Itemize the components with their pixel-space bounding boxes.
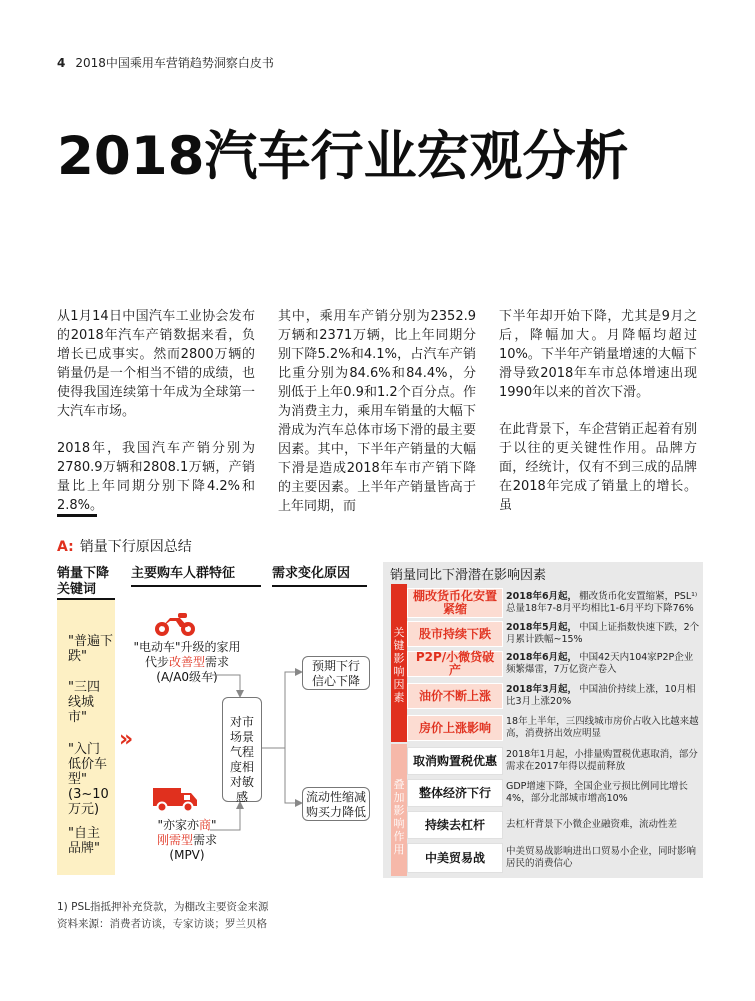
col-head-demand: 需求变化原因: [272, 566, 351, 581]
keyword-2: "三四线城市": [68, 680, 100, 725]
paragraph: 2018年，我国汽车产销分别为2780.9万辆和2808.1万辆，产销量比上年同期分别下降4.2%和2.8%。: [57, 441, 255, 513]
factor-name: 持续去杠杆: [407, 811, 503, 839]
factor-name: 中美贸易战: [407, 843, 503, 873]
footnote: 1) PSL指抵押补充贷款，为棚改主要资金来源: [57, 901, 269, 913]
buyer-2-highlight2: 刚需型: [156, 833, 193, 847]
page-title: 2018汽车行业宏观分析: [57, 126, 629, 187]
factor-text: GDP增速下降，全国企业亏损比例同比增长4%，部分北部城市增高10%: [506, 781, 688, 804]
buyer-2-pre: "亦家亦: [157, 818, 199, 832]
factor-desc: [506, 843, 701, 873]
factor-date: 2018年6月起，: [506, 652, 578, 663]
buyer-2-sub: (MPV): [169, 848, 205, 862]
factor-desc: [506, 747, 701, 775]
panel-title: 销量同比下滑潜在影响因素: [390, 568, 547, 583]
buyer-1-highlight: 改善型: [168, 655, 205, 669]
side-label-extra: 叠加影响作用: [391, 744, 407, 876]
factor-text: 中国油价持续上涨，10月相比3月上涨20%: [506, 684, 696, 707]
factor-desc: [506, 683, 701, 709]
keyword-3: "入门低价车型"(3~10万元): [68, 742, 109, 817]
factor-name: 整体经济下行: [407, 779, 503, 807]
page-number: 4: [57, 56, 66, 70]
factor-text: 中国42天内104家P2P企业频繁爆雷，7万亿资产卷入: [506, 652, 694, 675]
buyer-2-post: 需求: [193, 833, 218, 847]
factor-date: 2018年5月起，: [506, 622, 578, 633]
factor-name: P2P/小微贷破产: [407, 651, 503, 677]
outcome-box-1: 预期下行信心下降: [302, 656, 370, 690]
paragraph: 下半年却开始下降，尤其是9月之后，降幅加大。月降幅均超过10%。下半年产销量增速的大幅下滑导致2018年车市总体增速出现1990年以来的首次下滑。: [499, 309, 697, 400]
col-head-buyers: 主要购车人群特征: [131, 566, 236, 581]
paragraph: 其中，乘用车产销分别为2352.9万辆和2371万辆，比上年同期分别下降5.2%和4.1%，占汽车产销比重分别为84.6%和84.4%，分别低于上年0.9和1.2个百分点。作为消费主力，乘用车销量的大幅下滑成为汽车总体市场下滑的最主要因素。其中，下半年产销量的大幅下滑是造成2018年车市产销下降的主要因素。上半年产销量皆高于上年同期，而: [278, 309, 476, 514]
factor-text: 2018年1月起，小排量购置税优惠取消，部分需求在2017年得以提前释放: [506, 749, 698, 772]
factor-text: 中国上证指数快速下跌，2个月累计跌幅~15%: [506, 622, 700, 645]
middle-box: 对市场景气程度相对敏感: [222, 697, 262, 802]
factor-name: 取消购置税优惠: [407, 747, 503, 775]
factor-desc: [506, 779, 701, 807]
factor-name: 油价不断上涨: [407, 683, 503, 709]
factor-text: 18年上半年，三四线城市房价占收入比越来越高，消费挤出效应明显: [506, 716, 699, 739]
buyer-1-post: 需求: [205, 655, 230, 669]
factor-name: 股市持续下跌: [407, 621, 503, 647]
buyer-2-highlight1: 商: [198, 818, 211, 832]
col-head-keywords: 销量下降关键词: [57, 566, 110, 597]
outcome-box-2: 流动性缩减购买力降低: [302, 787, 370, 821]
buyer-1-pre: "电动车"升级的家用代步: [133, 640, 241, 669]
factor-text: 中美贸易战影响进出口贸易小企业，同时影响居民的消费信心: [506, 846, 697, 869]
factor-desc: [506, 811, 701, 839]
factor-desc: [506, 621, 701, 647]
factor-desc: [506, 588, 701, 618]
factor-date: 2018年3月起，: [506, 684, 578, 695]
factor-text: 棚改货币化安置缩紧，PSL¹⁾总量18年7-8月平均相比1-6月平均下降76%: [506, 591, 698, 614]
side-label-key: 关键影响因素: [391, 584, 407, 742]
keyword-1: "普遍下跌": [68, 634, 113, 664]
factor-desc: [506, 651, 701, 677]
paragraph: 在此背景下，车企营销正起着有别于以往的更关键性作用。品牌方面，经统计，仅有不到三成的品牌在2018年完成了销量上的增长。虽: [499, 422, 697, 513]
factor-date: 2018年6月起，: [506, 591, 578, 602]
factor-name: 棚改货币化安置紧缩: [407, 588, 503, 618]
figure-title-text: 销量下行原因总结: [79, 539, 192, 555]
chevron-right-icon: »: [119, 727, 134, 752]
factor-desc: [506, 715, 701, 741]
doc-title: 2018中国乘用车营销趋势洞察白皮书: [75, 56, 274, 70]
keyword-4: "自主品牌": [68, 826, 100, 856]
buyer-1-sub: (A/A0级车): [156, 670, 218, 684]
factor-text: 去杠杆背景下小微企业融资难，流动性差: [506, 819, 678, 830]
buyer-2-mid: ": [211, 818, 217, 832]
figure-label: A:: [57, 539, 74, 555]
paragraph: 从1月14日中国汽车工业协会发布的2018年汽车产销数据来看，负增长已成事实。然而2800万辆的销量仍是一个相当不错的成绩，也使得我国连续第十年成为全球第一大汽车市场。: [57, 309, 255, 419]
factor-name: 房价上涨影响: [407, 715, 503, 741]
source-note: 资料来源：消费者访谈，专家访谈；罗兰贝格: [57, 918, 267, 930]
